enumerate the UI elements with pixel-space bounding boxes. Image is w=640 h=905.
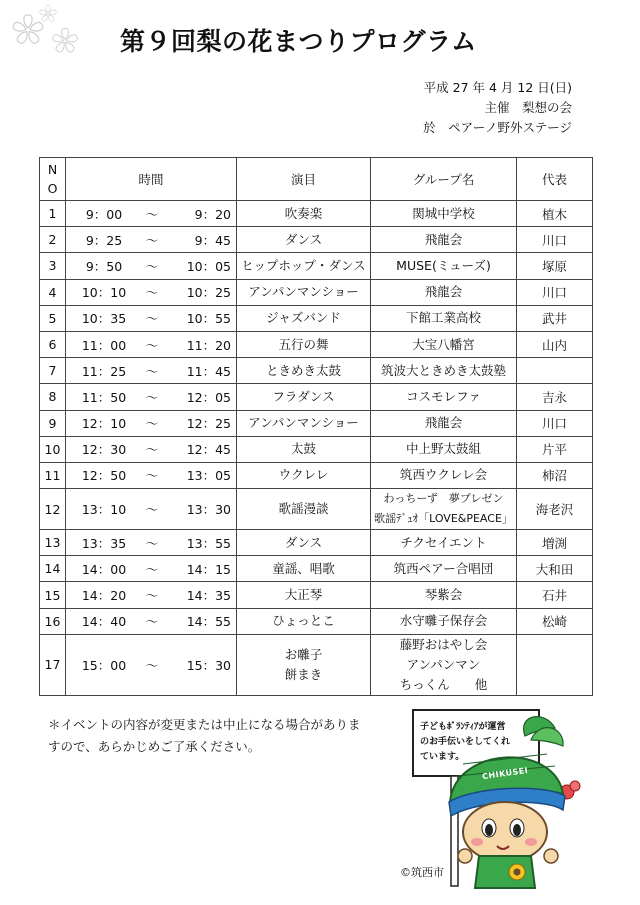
cell-group	[371, 358, 517, 384]
cell-program	[237, 556, 371, 582]
program-line: ダンス	[284, 231, 323, 247]
table-row	[40, 436, 593, 462]
mascot-hat-badge: CHIKUSEI	[481, 765, 529, 782]
cell-no: 10	[40, 436, 66, 462]
cell-time	[66, 227, 237, 253]
cell-program	[237, 227, 371, 253]
cell-representative: 大和田	[517, 556, 593, 582]
cell-representative: 片平	[517, 436, 593, 462]
group-line: 関城中学校	[412, 205, 475, 221]
time-separator: ～	[145, 614, 159, 630]
table-row	[40, 530, 593, 556]
cell-no: 17	[40, 634, 66, 695]
cell-time	[66, 253, 237, 279]
cell-time	[66, 462, 237, 488]
group-line: 水守囃子保存会	[399, 613, 488, 629]
cell-representative: 川口	[517, 410, 593, 436]
notice-text: ＊イベントの内容が変更または中止になる場合がありますので、あらかじめご了承ください。	[48, 717, 361, 754]
cell-no: 13	[40, 530, 66, 556]
table-row	[40, 489, 593, 530]
cell-program	[237, 462, 371, 488]
cell-no: 4	[40, 279, 66, 305]
cell-group	[371, 556, 517, 582]
group-line: 下館工業高校	[405, 310, 481, 326]
group-line: 飛龍会	[424, 231, 463, 247]
table-row	[40, 279, 593, 305]
cell-no: 8	[40, 384, 66, 410]
cell-representative: 塚原	[517, 253, 593, 279]
cell-time	[66, 530, 237, 556]
start-time: 14：00	[81, 561, 127, 577]
program-line: ダンス	[284, 534, 323, 550]
cell-time	[66, 582, 237, 608]
program-line: 五行の舞	[278, 336, 329, 352]
group-line: 藤野おはやし会	[399, 636, 488, 652]
table-row	[40, 410, 593, 436]
cell-representative: 武井	[517, 305, 593, 331]
cell-no: 11	[40, 462, 66, 488]
cell-group	[371, 608, 517, 634]
start-time: 11：25	[81, 363, 127, 379]
end-time: 10：05	[186, 258, 231, 274]
cell-representative: 海老沢	[517, 489, 593, 530]
time-separator: ～	[145, 468, 159, 484]
cell-time	[66, 634, 237, 695]
end-time: 9：45	[194, 232, 231, 248]
cell-group	[371, 530, 517, 556]
end-time: 11：20	[186, 337, 231, 353]
cell-group	[371, 582, 517, 608]
start-time: 13：10	[81, 502, 127, 518]
start-time: 12：10	[81, 416, 127, 432]
cell-time	[66, 556, 237, 582]
cell-time	[66, 331, 237, 357]
cell-time	[66, 436, 237, 462]
cell-group	[371, 436, 517, 462]
group-line: コスモレファ	[406, 388, 481, 404]
cell-group	[371, 489, 517, 530]
time-separator: ～	[145, 588, 159, 604]
cell-representative: 川口	[517, 279, 593, 305]
program-line: 太鼓	[290, 441, 316, 457]
cell-program	[237, 489, 371, 530]
time-separator: ～	[145, 311, 159, 327]
cell-no: 9	[40, 410, 66, 436]
cell-no: 12	[40, 489, 66, 530]
cell-representative: 山内	[517, 331, 593, 357]
end-time: 13：30	[186, 502, 231, 518]
table-row	[40, 201, 593, 227]
group-line: 中上野太鼓組	[405, 441, 481, 457]
program-line: ひょっとこ	[272, 613, 335, 629]
time-separator: ～	[145, 206, 159, 222]
program-line: アンパンマンショー	[248, 284, 359, 300]
program-line: アンパンマンショー	[248, 415, 359, 431]
cell-time	[66, 384, 237, 410]
event-venue: 於 ペアーノ野外ステージ	[423, 120, 572, 135]
end-time: 14：55	[186, 614, 231, 630]
table-row	[40, 608, 593, 634]
table-header-row	[40, 158, 593, 201]
time-separator: ～	[145, 561, 159, 577]
cell-no: 7	[40, 358, 66, 384]
end-time: 14：35	[186, 588, 231, 604]
cell-no: 3	[40, 253, 66, 279]
table-row	[40, 227, 593, 253]
cell-representative: 植木	[517, 201, 593, 227]
group-line: 筑西ウクレレ会	[399, 467, 488, 483]
start-time: 11：00	[81, 337, 127, 353]
cell-group	[371, 279, 517, 305]
table-row	[40, 253, 593, 279]
table-row	[40, 358, 593, 384]
cell-time	[66, 201, 237, 227]
table-row	[40, 582, 593, 608]
cell-group	[371, 305, 517, 331]
program-line: 童謡、唱歌	[272, 560, 335, 576]
cell-representative	[517, 634, 593, 695]
cell-representative: 柿沼	[517, 462, 593, 488]
group-line: 大宝八幡宮	[412, 336, 475, 352]
start-time: 13：35	[81, 535, 127, 551]
cell-no: 14	[40, 556, 66, 582]
sakura-flower-icon	[38, 4, 58, 24]
cell-program	[237, 410, 371, 436]
group-line: 飛龍会	[424, 415, 463, 431]
cell-group	[371, 634, 517, 695]
program-table-body	[40, 201, 593, 696]
group-line: ちっくん 他	[399, 676, 488, 692]
table-row	[40, 462, 593, 488]
cell-no: 15	[40, 582, 66, 608]
time-separator: ～	[145, 363, 159, 379]
group-line: 歌謡ﾃﾞｭｵ「LOVE&PEACE」	[374, 512, 513, 526]
program-line: 吹奏楽	[284, 205, 323, 221]
cell-program	[237, 331, 371, 357]
cell-group	[371, 227, 517, 253]
time-separator: ～	[145, 337, 159, 353]
end-time: 11：45	[186, 363, 231, 379]
end-time: 13：55	[186, 535, 231, 551]
end-time: 12：05	[186, 389, 231, 405]
end-time: 13：05	[186, 468, 231, 484]
start-time: 9：50	[85, 258, 123, 274]
cell-program	[237, 608, 371, 634]
cell-program	[237, 253, 371, 279]
group-line: アンパンマン	[406, 656, 481, 672]
program-line: 餅まき	[284, 666, 323, 682]
end-time: 14：15	[186, 561, 231, 577]
program-line: ときめき太鼓	[265, 362, 341, 378]
header-representative: 代表	[517, 158, 593, 201]
page-title: 第９回梨の花まつりプログラム	[120, 27, 477, 56]
time-separator: ～	[145, 416, 159, 432]
cell-no: 5	[40, 305, 66, 331]
cell-no: 1	[40, 201, 66, 227]
cell-group	[371, 462, 517, 488]
group-line: 筑西ペアー合唱団	[393, 560, 494, 576]
cell-program	[237, 436, 371, 462]
cell-time	[66, 305, 237, 331]
program-line: ヒップホップ・ダンス	[241, 257, 366, 273]
cell-program	[237, 305, 371, 331]
group-line: MUSE(ミューズ)	[396, 257, 491, 273]
program-line: ジャズバンド	[266, 310, 341, 326]
start-time: 12：30	[81, 442, 127, 458]
cell-no: 6	[40, 331, 66, 357]
program-line: ウクレレ	[278, 467, 329, 483]
table-row	[40, 305, 593, 331]
cell-representative: 松崎	[517, 608, 593, 634]
cell-program	[237, 530, 371, 556]
cell-group	[371, 201, 517, 227]
start-time: 9：00	[85, 206, 123, 222]
cell-representative	[517, 358, 593, 384]
cell-time	[66, 358, 237, 384]
start-time: 14：20	[81, 588, 127, 604]
start-time: 15：00	[81, 657, 127, 673]
group-line: 飛龍会	[424, 284, 463, 300]
cell-representative: 増渕	[517, 530, 593, 556]
end-time: 12：45	[186, 442, 231, 458]
sakura-flower-icon	[50, 26, 80, 56]
cell-time	[66, 279, 237, 305]
start-time: 11：50	[81, 389, 127, 405]
program-line: お囃子	[284, 646, 323, 662]
event-organizer: 主催 梨想の会	[484, 100, 572, 115]
end-time: 12：25	[186, 416, 231, 432]
cell-representative: 石井	[517, 582, 593, 608]
time-separator: ～	[145, 442, 159, 458]
cell-no: 2	[40, 227, 66, 253]
time-separator: ～	[145, 502, 159, 518]
table-row	[40, 556, 593, 582]
end-time: 9：20	[194, 206, 231, 222]
cell-group	[371, 331, 517, 357]
cell-time	[66, 608, 237, 634]
header-no: N O	[40, 158, 66, 201]
time-separator: ～	[145, 389, 159, 405]
copyright-text: ©筑西市	[400, 866, 444, 879]
program-table	[39, 157, 593, 696]
program-line: 大正琴	[284, 587, 323, 603]
time-separator: ～	[145, 232, 159, 248]
cell-representative: 吉永	[517, 384, 593, 410]
cell-program	[237, 582, 371, 608]
cell-time	[66, 410, 237, 436]
group-line: 琴紫会	[424, 587, 463, 603]
header-group: グループ名	[371, 158, 517, 201]
start-time: 10：10	[81, 285, 127, 301]
table-row	[40, 634, 593, 695]
end-time: 15：30	[186, 657, 231, 673]
table-row	[40, 331, 593, 357]
cell-program	[237, 634, 371, 695]
cell-representative: 川口	[517, 227, 593, 253]
end-time: 10：55	[186, 311, 231, 327]
end-time: 10：25	[186, 285, 231, 301]
time-separator: ～	[145, 258, 159, 274]
time-separator: ～	[145, 285, 159, 301]
start-time: 10：35	[81, 311, 127, 327]
cell-group	[371, 410, 517, 436]
start-time: 14：40	[81, 614, 127, 630]
start-time: 12：50	[81, 468, 127, 484]
time-separator: ～	[145, 535, 159, 551]
cell-program	[237, 384, 371, 410]
event-info	[423, 78, 572, 138]
program-line: フラダンス	[272, 388, 335, 404]
group-line: 筑波大ときめき太鼓塾	[380, 362, 506, 378]
cell-time	[66, 489, 237, 530]
cell-program	[237, 279, 371, 305]
group-line: わっちーず 夢プレゼン	[383, 492, 504, 506]
cell-program	[237, 358, 371, 384]
cell-no: 16	[40, 608, 66, 634]
group-line: チクセイエント	[400, 534, 487, 550]
program-line: 歌謡漫談	[278, 501, 329, 517]
cell-group	[371, 384, 517, 410]
start-time: 9：25	[85, 232, 123, 248]
header-time: 時間	[66, 158, 237, 201]
mascot-sign-text: 子どもﾎﾞﾗﾝﾃｨｱが運営 のお手伝いをしてくれ ています。	[420, 722, 511, 762]
header-program: 演目	[237, 158, 371, 201]
event-date: 平成 27 年 4 月 12 日(日)	[423, 80, 572, 95]
cell-group	[371, 253, 517, 279]
cell-program	[237, 201, 371, 227]
time-separator: ～	[145, 657, 159, 673]
table-row	[40, 384, 593, 410]
